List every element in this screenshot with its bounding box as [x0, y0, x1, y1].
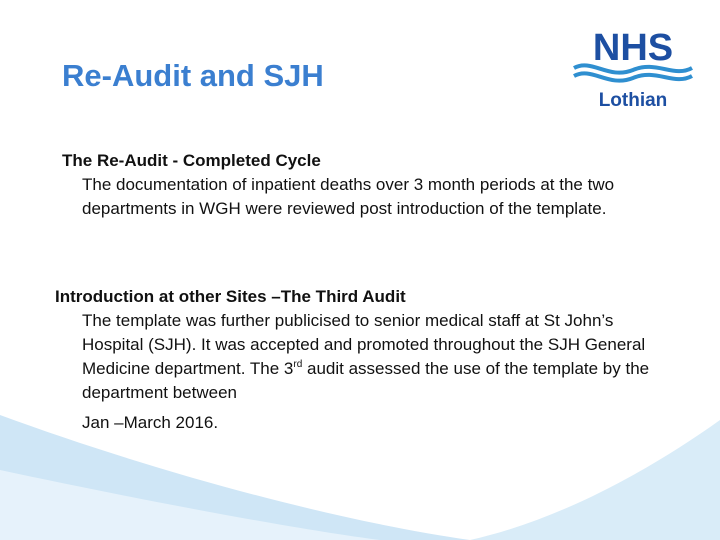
nhs-lothian-logo — [570, 26, 696, 114]
section-heading: Introduction at other Sites –The Third Audit — [55, 287, 406, 306]
section-body-part2: audit assessed the use of the template by the department between — [82, 359, 650, 402]
section-body — [82, 309, 675, 405]
slide-title: Re-Audit and SJH — [62, 58, 324, 93]
logo-lothian-text: Lothian — [598, 90, 668, 111]
section-body: The documentation of inpatient deaths over 3 month periods at the two departments in WGH were reviewed post introduction of the template. — [82, 175, 615, 218]
section-body-date: Jan –March 2016. — [82, 413, 219, 432]
logo-nhs-text: NHS — [592, 27, 674, 69]
section-third-audit — [55, 285, 675, 435]
section-body-part1: The template was further publicised to senior medical staff at St John’s Hospital (SJH). It was accepted and promoted throughout the SJH General Medicine department. The 3 — [82, 311, 646, 378]
section-re-audit — [62, 149, 672, 221]
section-heading: The Re-Audit - Completed Cycle — [62, 151, 321, 170]
ordinal-superscript: rd — [293, 359, 303, 370]
